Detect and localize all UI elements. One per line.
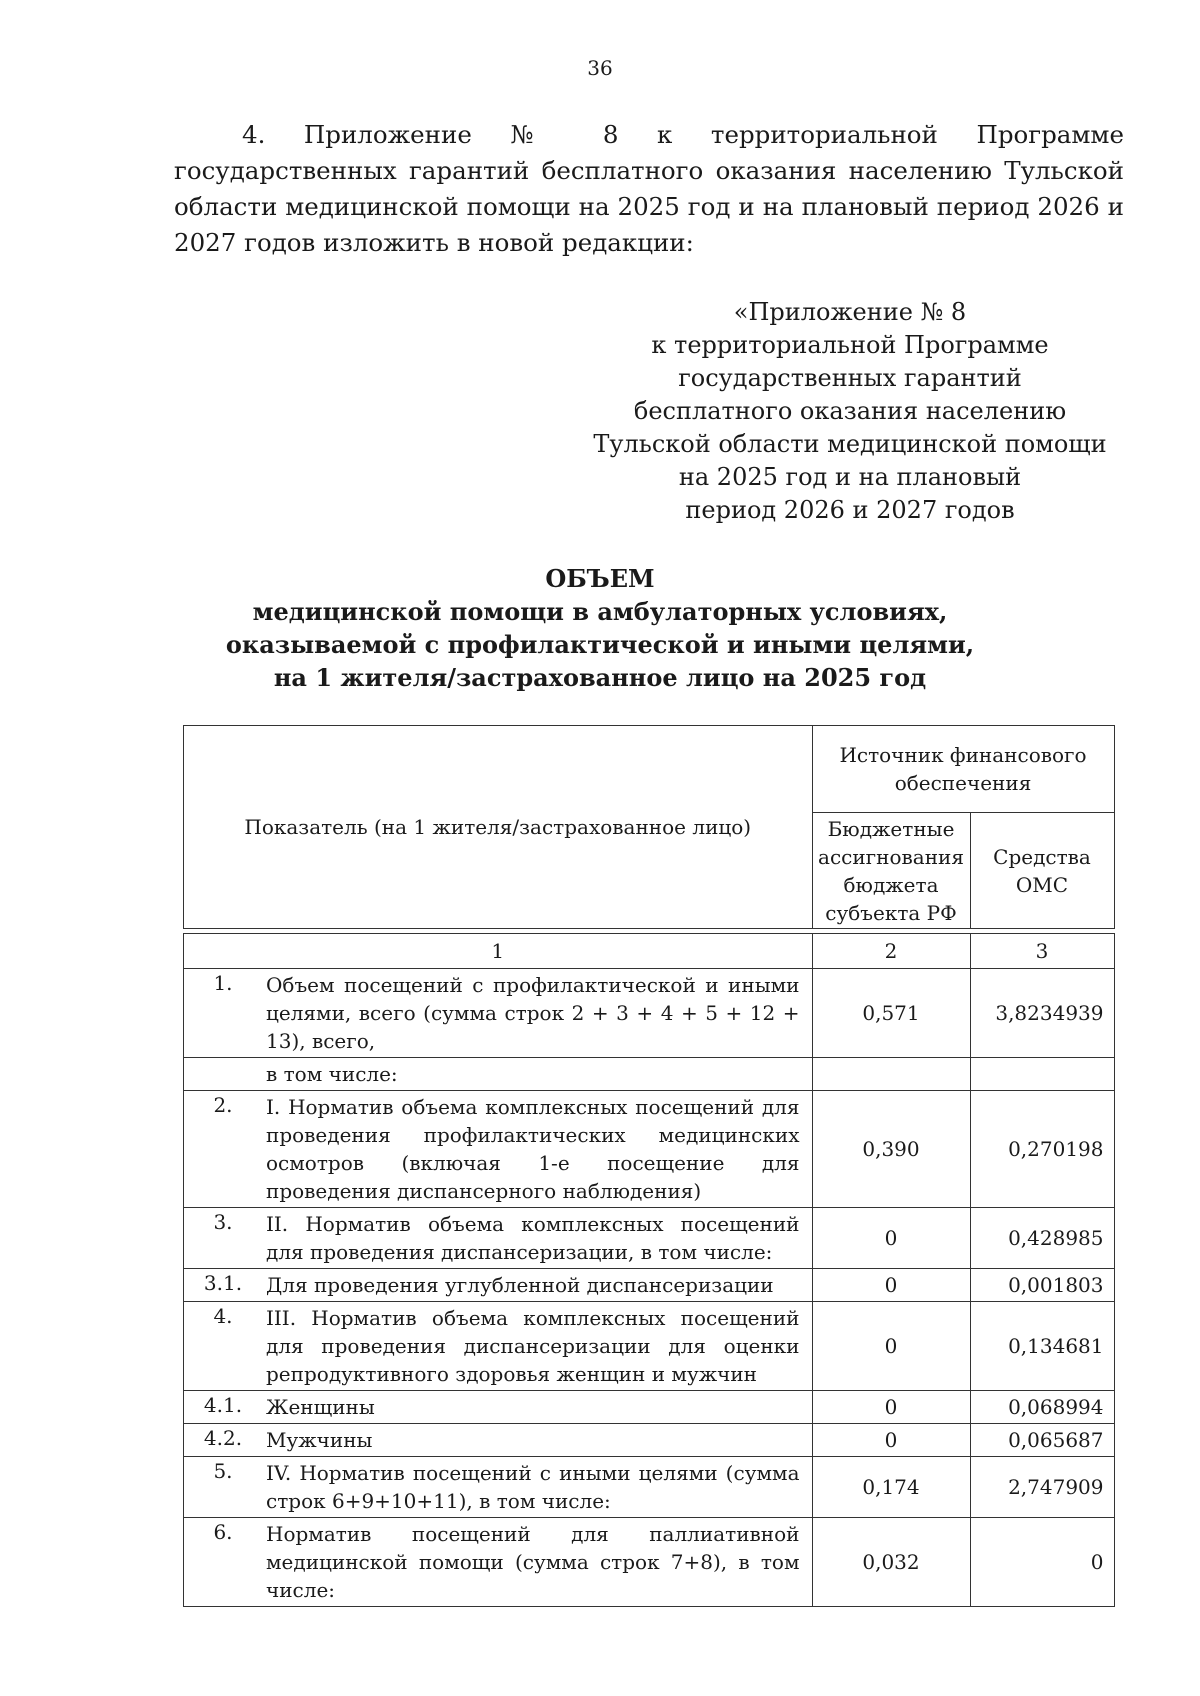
row-label: II. Норматив объема комплексных посещений для проведения диспансеризации, в том числе: xyxy=(262,1208,812,1269)
row-number xyxy=(184,1058,263,1091)
row-oms-value: 2,747909 xyxy=(970,1457,1114,1518)
row-label: IV. Норматив посещений с иными целями (сумма строк 6+9+10+11), в том числе: xyxy=(262,1457,812,1518)
row-budget-value: 0 xyxy=(812,1302,970,1391)
row-oms-value: 0,068994 xyxy=(970,1391,1114,1424)
table-row xyxy=(184,1269,1115,1302)
row-number: 4. xyxy=(184,1302,263,1391)
table-row xyxy=(184,1391,1115,1424)
row-label: I. Норматив объема комплексных посещений для проведения профилактических медицинских осмотров (включая 1-е посещение для проведения диспансерного наблюдения) xyxy=(262,1091,812,1208)
table-row xyxy=(184,1208,1115,1269)
row-label: Женщины xyxy=(262,1391,812,1424)
volume-table xyxy=(183,725,1115,1607)
col-number-1: 1 xyxy=(184,934,813,969)
table-row xyxy=(184,1058,1115,1091)
title-line: на 1 жителя/застрахованное лицо на 2025 год xyxy=(273,663,927,692)
row-budget-value xyxy=(812,1058,970,1091)
document-title xyxy=(0,562,1200,694)
row-label: Мужчины xyxy=(262,1424,812,1457)
table-row xyxy=(184,1091,1115,1208)
table-row xyxy=(184,1424,1115,1457)
table-row xyxy=(184,1457,1115,1518)
row-label: III. Норматив объема комплексных посещений для проведения диспансеризации для оценки репродуктивного здоровья женщин и мужчин xyxy=(262,1302,812,1391)
row-budget-value: 0 xyxy=(812,1391,970,1424)
table-row xyxy=(184,1518,1115,1607)
row-oms-value: 0 xyxy=(970,1518,1114,1607)
row-budget-value: 0,032 xyxy=(812,1518,970,1607)
row-budget-value: 0,571 xyxy=(812,969,970,1058)
row-oms-value: 0,270198 xyxy=(970,1091,1114,1208)
row-budget-value: 0,390 xyxy=(812,1091,970,1208)
page-number: 36 xyxy=(587,56,613,80)
row-number: 4.1. xyxy=(184,1391,263,1424)
appendix-line: государственных гарантий xyxy=(678,364,1022,392)
appendix-line: «Приложение № 8 xyxy=(733,298,967,326)
title-line: медицинской помощи в амбулаторных условиях, xyxy=(252,597,948,626)
row-oms-value: 0,428985 xyxy=(970,1208,1114,1269)
row-number: 1. xyxy=(184,969,263,1058)
row-oms-value: 0,134681 xyxy=(970,1302,1114,1391)
appendix-line: период 2026 и 2027 годов xyxy=(685,496,1015,524)
row-oms-value: 0,001803 xyxy=(970,1269,1114,1302)
title-line: ОБЪЕМ xyxy=(545,564,655,593)
appendix-header xyxy=(580,296,1120,527)
row-number: 6. xyxy=(184,1518,263,1607)
row-oms-value: 0,065687 xyxy=(970,1424,1114,1457)
appendix-line: Тульской области медицинской помощи xyxy=(593,430,1107,458)
header-budget: Бюджетные ассигнования бюджета субъекта РФ xyxy=(812,813,970,929)
row-oms-value: 3,8234939 xyxy=(970,969,1114,1058)
appendix-line: на 2025 год и на плановый xyxy=(678,463,1022,491)
row-number: 2. xyxy=(184,1091,263,1208)
appendix-line: к территориальной Программе xyxy=(651,331,1049,359)
row-budget-value: 0 xyxy=(812,1208,970,1269)
row-budget-value: 0,174 xyxy=(812,1457,970,1518)
col-number-3: 3 xyxy=(970,934,1114,969)
row-number: 5. xyxy=(184,1457,263,1518)
row-oms-value xyxy=(970,1058,1114,1091)
row-label: Для проведения углубленной диспансеризации xyxy=(262,1269,812,1302)
header-source: Источник финансового обеспечения xyxy=(812,726,1114,813)
col-number-2: 2 xyxy=(812,934,970,969)
header-indicator: Показатель (на 1 жителя/застрахованное лицо) xyxy=(184,726,813,929)
column-number-row xyxy=(184,934,1115,969)
appendix-line: бесплатного оказания населению xyxy=(633,397,1067,425)
table-row xyxy=(184,969,1115,1058)
row-label: Норматив посещений для паллиативной медицинской помощи (сумма строк 7+8), в том числе: xyxy=(262,1518,812,1607)
title-line: оказываемой с профилактической и иными целями, xyxy=(225,630,975,659)
row-number: 3.1. xyxy=(184,1269,263,1302)
row-budget-value: 0 xyxy=(812,1424,970,1457)
row-label: Объем посещений с профилактической и иными целями, всего (сумма строк 2 + 3 + 4 + 5 + 12 + 13), всего, xyxy=(262,969,812,1058)
row-label: в том числе: xyxy=(262,1058,812,1091)
row-number: 4.2. xyxy=(184,1424,263,1457)
table-row xyxy=(184,1302,1115,1391)
header-oms: Средства ОМС xyxy=(970,813,1114,929)
row-number: 3. xyxy=(184,1208,263,1269)
row-budget-value: 0 xyxy=(812,1269,970,1302)
intro-paragraph: 4. Приложение № 8 к территориальной Программе государственных гарантий бесплатного оказания населению Тульской области медицинской помощи на 2025 год и на плановый период 2026 и 2027 годов изложить в новой редакции: xyxy=(174,120,1124,257)
